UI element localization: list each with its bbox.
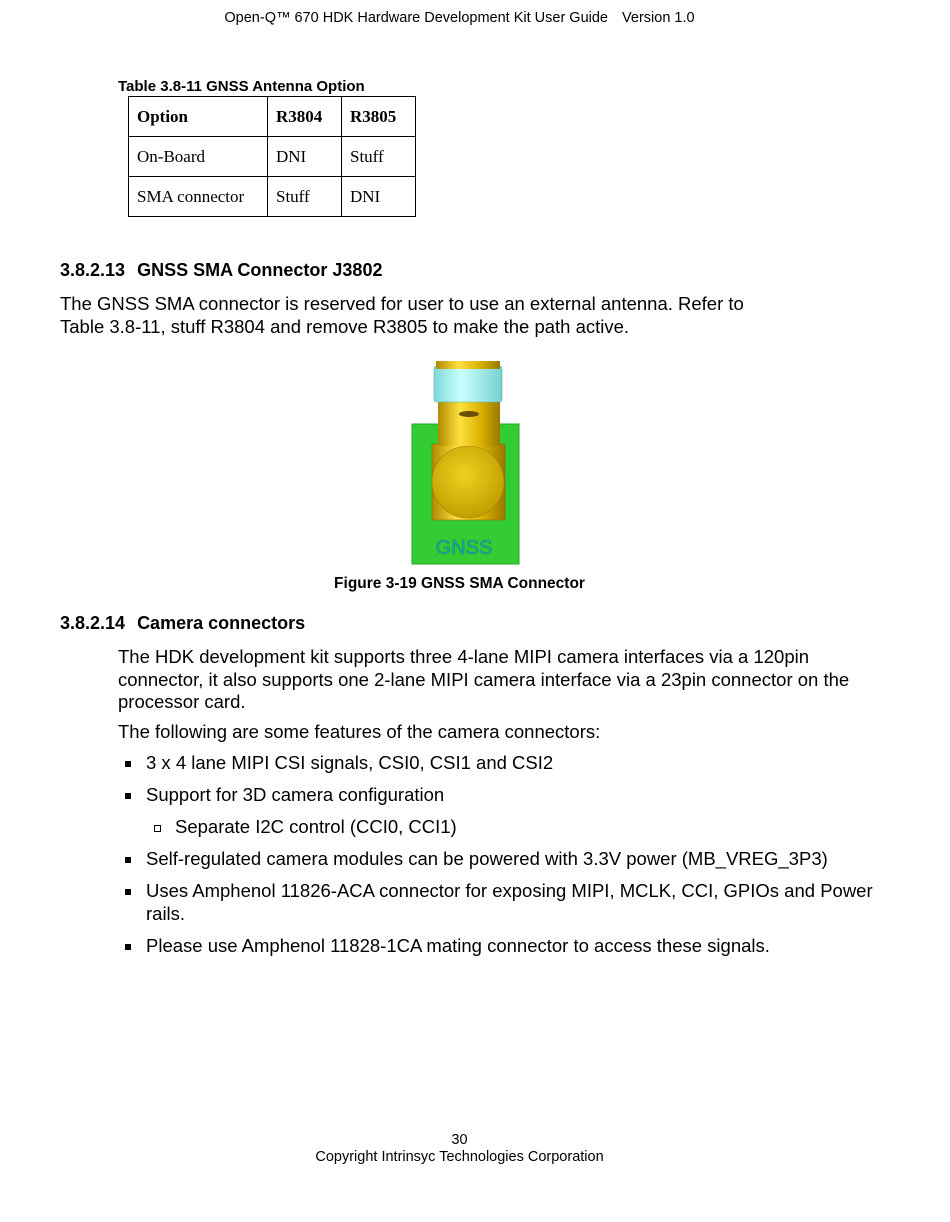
- table-header-row: [129, 97, 416, 137]
- connector-top-ring-shape: [436, 361, 500, 369]
- section-title: Camera connectors: [137, 613, 306, 633]
- page-number: 30: [451, 1132, 468, 1148]
- table-cell: Stuff: [342, 137, 416, 177]
- list-item-sub: Separate I2C control (CCI0, CCI1): [118, 816, 878, 839]
- gnss-sma-connector-figure: [410, 358, 522, 568]
- section-heading-camera-connectors: [60, 613, 305, 634]
- table-header-cell: R3804: [268, 97, 342, 137]
- table-cell: On-Board: [129, 137, 268, 177]
- section-number: 3.8.2.14: [60, 613, 126, 633]
- copyright-text: Copyright Intrinsyc Technologies Corporation: [315, 1149, 604, 1165]
- table-header-cell: R3805: [342, 97, 416, 137]
- gnss-antenna-option-table: [128, 96, 416, 217]
- table-cell: Stuff: [268, 177, 342, 217]
- table-row: [129, 137, 416, 177]
- list-item: Self-regulated camera modules can be powered with 3.3V power (MB_VREG_3P3): [118, 848, 878, 871]
- page-header: [0, 10, 919, 26]
- board-label: GNSS: [435, 537, 493, 559]
- table-row: [129, 177, 416, 217]
- camera-features-list: [118, 752, 878, 967]
- camera-intro-paragraph: The HDK development kit supports three 4-lane MIPI camera interfaces via a 120pin connector, it also supports one 2-lane MIPI camera interface via a 23pin connector on the processor card.: [118, 646, 850, 712]
- paragraph-line: Table 3.8-11, stuff R3804 and remove R3805 to make the path active.: [60, 316, 630, 337]
- list-item: Uses Amphenol 11826-ACA connector for exposing MIPI, MCLK, CCI, GPIOs and Power rails.: [118, 880, 878, 925]
- connector-barrel-shape: [438, 398, 500, 446]
- list-item: Support for 3D camera configuration: [118, 784, 878, 807]
- table-cell: DNI: [342, 177, 416, 217]
- gnss-sma-paragraph: [60, 292, 840, 338]
- table-cell: SMA connector: [129, 177, 268, 217]
- page-footer: [0, 1132, 919, 1166]
- connector-notch-shape: [459, 411, 479, 417]
- header-title: Open-Q™ 670 HDK Hardware Development Kit User Guide: [224, 10, 608, 26]
- camera-features-lead: The following are some features of the camera connectors:: [118, 721, 601, 742]
- list-item: Please use Amphenol 11828-1CA mating connector to access these signals.: [118, 935, 878, 958]
- table-cell: DNI: [268, 137, 342, 177]
- section-heading-gnss-sma: [60, 260, 382, 281]
- connector-face-shape: [432, 446, 504, 518]
- table-caption: Table 3.8-11 GNSS Antenna Option: [118, 78, 365, 95]
- list-item: 3 x 4 lane MIPI CSI signals, CSI0, CSI1 and CSI2: [118, 752, 878, 775]
- header-version: Version 1.0: [622, 10, 695, 26]
- table-header-cell: Option: [129, 97, 268, 137]
- section-number: 3.8.2.13: [60, 260, 126, 280]
- connector-cap-shape: [434, 366, 502, 402]
- section-title: GNSS SMA Connector J3802: [137, 260, 383, 280]
- paragraph-line: The GNSS SMA connector is reserved for user to use an external antenna. Refer to: [60, 293, 744, 314]
- figure-caption: Figure 3-19 GNSS SMA Connector: [334, 575, 585, 592]
